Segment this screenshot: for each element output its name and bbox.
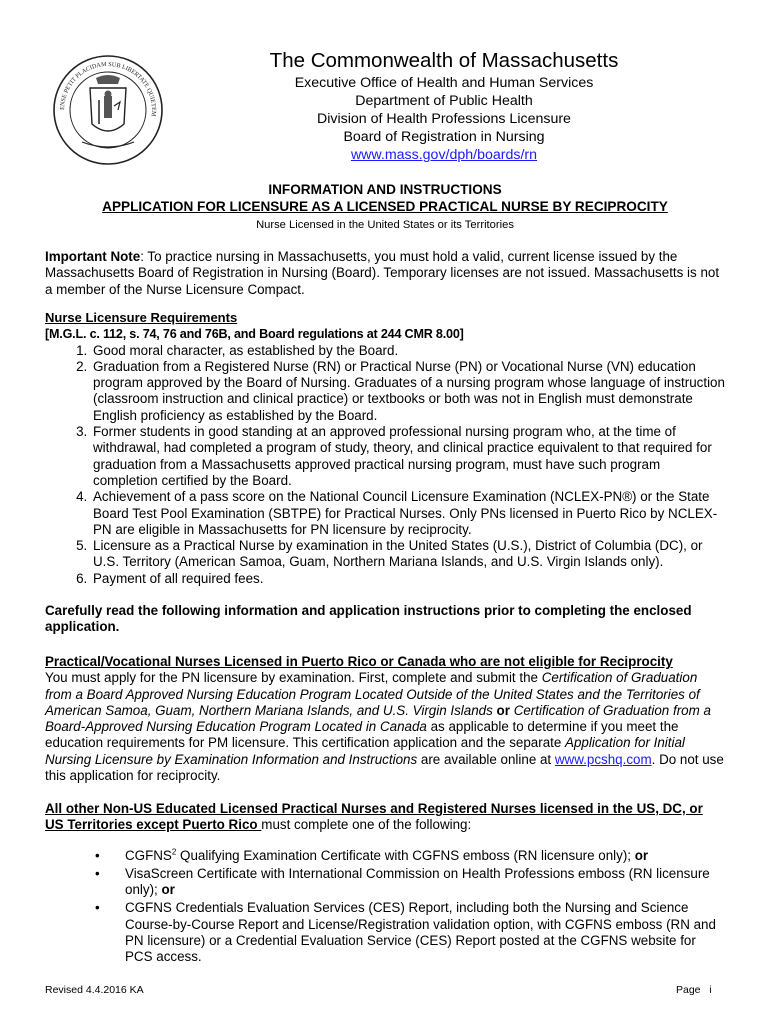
board-website-link[interactable]: www.mass.gov/dph/boards/rn: [350, 147, 538, 163]
pr-text-4: . Do not use this application for reciprocity.: [45, 751, 724, 784]
requirements-list: [45, 343, 725, 587]
list-item: [95, 900, 725, 965]
or-label: or: [161, 882, 175, 898]
pr-text-2: as applicable to determine if you meet the education requirements for PM licensure. This certification application and the separate: [45, 719, 679, 751]
cgfns-sup: 2: [171, 847, 177, 857]
heading-subtitle: Nurse Licensed in the United States or its Territories: [256, 219, 514, 231]
list-item: [95, 847, 725, 864]
header-line-department: Department of Public Health: [355, 93, 533, 109]
cgfns-text: Qualifying Examination Certificate with CGFNS emboss (RN licensure only);: [176, 847, 635, 863]
puerto-rico-body: [45, 670, 725, 784]
revision-note: Revised 4.4.2016 KA: [45, 984, 144, 996]
massachusetts-seal-icon: [52, 54, 164, 166]
page-num: i: [709, 984, 712, 996]
important-note: [45, 249, 725, 298]
requirements-citation: [M.G.L. c. 112, s. 74, 76 and 76B, and Board regulations at 244 CMR 8.00]: [45, 327, 464, 342]
application-heading: APPLICATION FOR LICENSURE AS A LICENSED PRACTICAL NURSE BY RECIPROCITY: [102, 199, 668, 214]
commonwealth-title: The Commonwealth of Massachusetts: [269, 49, 619, 72]
bullet: •: [95, 865, 100, 881]
non-us-options-list: [45, 848, 725, 966]
non-us-heading: All other Non-US Educated Licensed Practical Nurses and Registered Nurses licensed in the US, DC, or US Territories except Puerto Rico: [45, 801, 703, 833]
puerto-rico-canada-section: [45, 654, 725, 784]
info-heading: INFORMATION AND INSTRUCTIONS: [268, 182, 502, 197]
ces-report-text: CGFNS Credentials Evaluation Services (CES) Report, including both the Nursing and Science Course-by-Course Report and License/Registration validation option, with CGFNS emboss (RN and PN licensure) or a Credential Evaluation Service (CES) Report posted at the CGFNS website for PCS access.: [125, 900, 716, 965]
pcshq-link[interactable]: www.pcshq.com: [554, 751, 652, 767]
pr-text-3: are available online at: [417, 751, 555, 767]
agency-header: [200, 48, 688, 164]
requirement-item: 3. Former students in good standing at an approved professional nursing program who, at the time of withdrawal, had completed a program of study, theory, and clinical practice equivalent to that required for graduation from a Massachusetts approved practical nursing program, must have such program completion certified by the Board.: [91, 424, 725, 489]
cgfns-label: CGFNS: [125, 847, 172, 863]
header-line-board: Board of Registration in Nursing: [343, 129, 545, 145]
requirements-title: Nurse Licensure Requirements: [45, 310, 238, 325]
non-us-tail: must complete one of the following:: [261, 817, 472, 833]
requirement-item: 4. Achievement of a pass score on the National Council Licensure Examination (NCLEX-PN®) or the State Board Test Pool Examination (SBTPE) for Practical Nurses. Only PNs licensed in Puerto Rico by NCLEX-PN are eligible in Massachusetts for PN licensure by reciprocity.: [91, 489, 725, 538]
puerto-rico-heading: Practical/Vocational Nurses Licensed in Puerto Rico or Canada who are not eligible for Reciprocity: [45, 654, 673, 669]
important-note-label: Important Note: [45, 249, 141, 264]
requirement-item: 5. Licensure as a Practical Nurse by examination in the United States (U.S.), District of Columbia (DC), or U.S. Territory (American Samoa, Guam, Northern Mariana Islands, and U.S. Virgin Islands only).: [91, 538, 725, 571]
header-line-executive-office: Executive Office of Health and Human Services: [294, 75, 594, 91]
page-label: Page: [676, 984, 701, 996]
visascreen-text: VisaScreen Certificate with International Commission on Health Professions emboss (RN licensure only);: [125, 865, 710, 898]
requirement-item: 2. Graduation from a Registered Nurse (RN) or Practical Nurse (PN) or Vocational Nurse (VN) education program approved by the Board of Nursing. Graduates of a nursing program whose language of instruction (classroom instruction and clinical practice) or textbooks or both was not in English must demonstrate English proficiency as established by the Board.: [91, 359, 725, 424]
careful-read-note: Carefully read the following information and application instructions prior to completing the enclosed application.: [45, 603, 692, 635]
important-note-text: : To practice nursing in Massachusetts, you must hold a valid, current license issued by the Massachusetts Board of Registration in Nursing (Board). Temporary licenses are not issued. Massachusetts is not a member of the Nurse Licensure Compact.: [45, 249, 720, 297]
bullet: •: [95, 900, 100, 916]
requirement-item: 6. Payment of all required fees.: [91, 571, 725, 587]
pr-application-title: Application for Initial Nursing Licensure by Examination Information and Instructions: [45, 735, 685, 767]
requirements-section: [45, 310, 725, 587]
or-label: or: [634, 847, 649, 863]
pr-text-1: You must apply for the PN licensure by examination. First, complete and submit the: [45, 670, 542, 686]
requirement-item: 1. Good moral character, as established by the Board.: [91, 343, 725, 359]
pr-cert-outside-us: Certification of Graduation from a Board Approved Nursing Education Program Located Outside of the United States and the Territories of American Samoa, Guam, Northern Mariana Islands, and U.S. Virgin Islands: [45, 670, 700, 718]
non-us-section: [45, 801, 725, 968]
pr-or: or: [496, 702, 510, 718]
bullet: •: [95, 847, 100, 863]
page-number: [676, 984, 712, 996]
seal-motto: ENSE PETIT PLACIDAM SUB LIBERTATE QUIETEM: [58, 60, 158, 117]
pr-cert-canada: Certification of Graduation from a Board-Approved Nursing Education Program Located in Canada: [45, 702, 711, 735]
list-item: [95, 865, 725, 899]
header-line-division: Division of Health Professions Licensure: [317, 111, 571, 127]
